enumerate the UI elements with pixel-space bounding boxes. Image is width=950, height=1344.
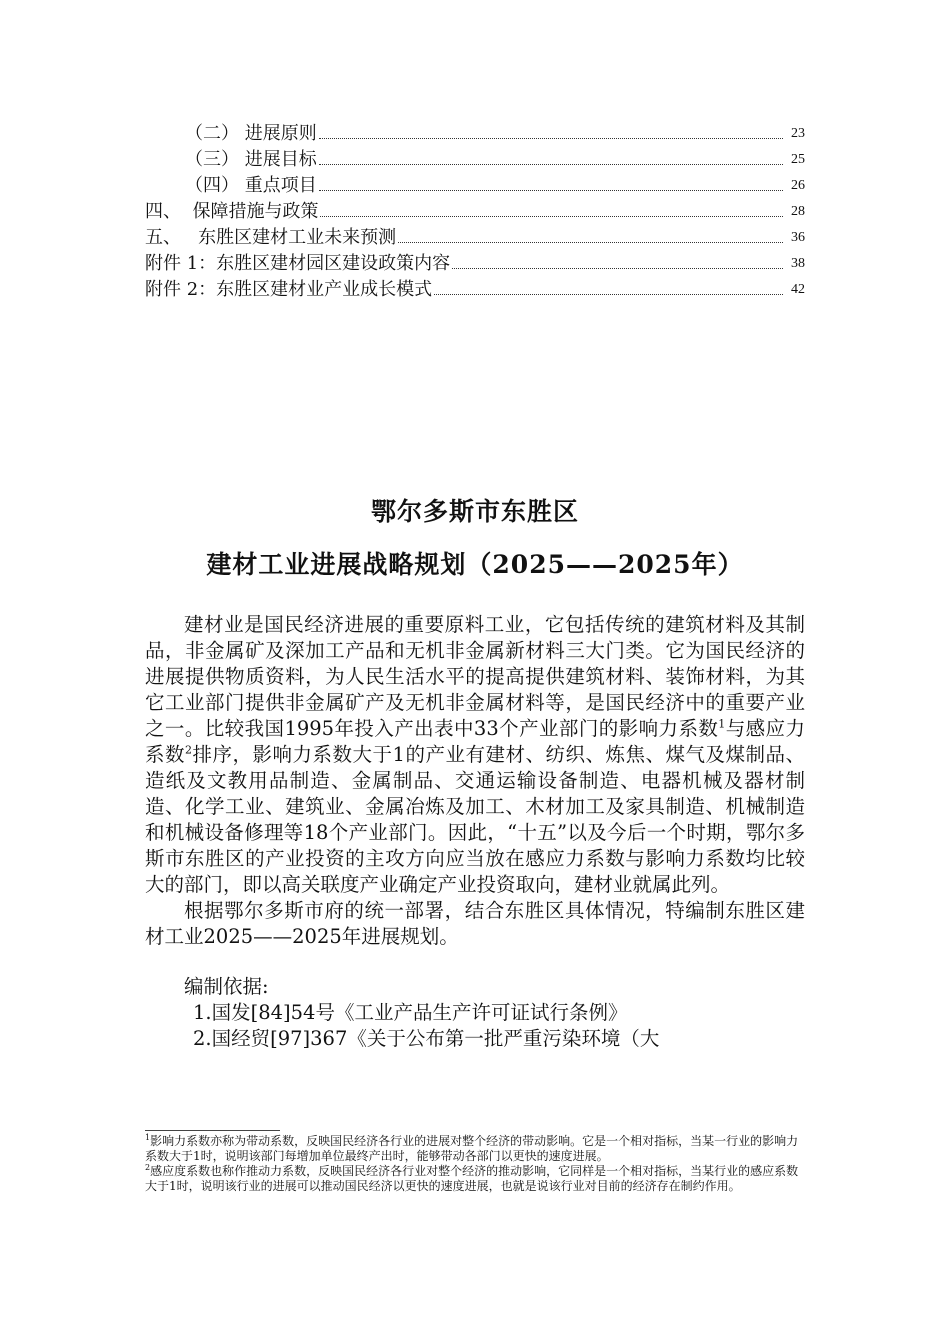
toc-entry[interactable]	[145, 248, 805, 274]
document-body	[145, 612, 805, 1052]
basis-list-item: 1.国发[84]54号《工业产品生产许可证试行条例》	[193, 1001, 628, 1024]
toc-entry[interactable]	[145, 196, 805, 222]
footnote-ref-2[interactable]: 2	[185, 743, 193, 757]
toc-entry-page: 38	[791, 256, 805, 271]
toc-entry-label: 五、 东胜区建材工业未来预测	[145, 227, 397, 248]
toc-leader-dots	[320, 215, 783, 217]
toc-entry-label: 附件 2：东胜区建材业产业成长模式	[145, 279, 433, 300]
toc-leader-dots	[319, 137, 783, 139]
toc-entry[interactable]	[145, 222, 805, 248]
toc-entry-page: 26	[791, 178, 805, 193]
document-title-line2: 建材工业进展战略规划（2025——2025年）	[206, 550, 744, 579]
basis-list	[145, 1000, 805, 1052]
intro-text-part1: 建材业是国民经济进展的重要原料工业，它包括传统的建筑材料及其制品，非金属矿及深加工产品和无机非金属新材料三大门类。它为国民经济的进展提供物质资料，为人民生活水平的提高提供建筑材料、装饰材料，为其它工业部门提供非金属矿产及无机非金属材料等，是国民经济中的重要产业之一。比较我国1995年投入产出表中33个产业部门的影响力系数	[145, 613, 805, 740]
toc-entry-label: （二） 进展原则	[185, 123, 317, 144]
toc-entry-page: 42	[791, 282, 805, 297]
footnote-1	[145, 1134, 805, 1164]
footnotes	[145, 1130, 805, 1194]
footnote-1-number: 1	[145, 1133, 151, 1142]
toc-entry-page: 28	[791, 204, 805, 219]
toc-entry[interactable]	[145, 170, 805, 196]
toc-leader-dots	[319, 163, 783, 165]
toc-leader-dots	[319, 189, 783, 191]
toc-leader-dots	[452, 267, 783, 269]
intro-paragraph	[145, 612, 805, 898]
table-of-contents	[145, 118, 805, 300]
footnote-2	[145, 1164, 805, 1194]
basis-heading: 编制依据:	[184, 975, 269, 998]
toc-entry-page: 23	[791, 126, 805, 141]
footnote-separator	[145, 1130, 280, 1131]
intro-text-part3: 排序，影响力系数大于1的产业有建材、纺织、炼焦、煤气及煤制品、造纸及文教用品制造、金属制品、交通运输设备制造、电器机械及器材制造、化学工业、建筑业、金属冶炼及加工、木材加工及家具制造、机械制造和机械设备修理等18个产业部门。因此，“十五”以及今后一个时期，鄂尔多斯市东胜区的产业投资的主攻方向应当放在感应力系数与影响力系数均比较大的部门，即以高关联度产业确定产业投资取向，建材业就属此列。	[145, 743, 805, 896]
footnote-1-text: 影响力系数亦称为带动系数，反映国民经济各行业的进展对整个经济的带动影响。它是一个相对指标，当某一行业的影响力系数大于1时，说明该部门每增加单位最终产出时，能够带动各部门以更快的速度进展。	[145, 1134, 799, 1163]
toc-entry[interactable]	[145, 274, 805, 300]
toc-entry-label: 附件 1：东胜区建材园区建设政策内容	[145, 253, 451, 274]
intro-text-part2: 与感应力系数	[145, 717, 805, 766]
toc-entry[interactable]	[145, 118, 805, 144]
toc-leader-dots	[398, 241, 783, 243]
toc-entry-page: 36	[791, 230, 805, 245]
toc-leader-dots	[434, 293, 783, 295]
toc-entry-label: （四） 重点项目	[185, 175, 317, 196]
purpose-paragraph: 根据鄂尔多斯市府的统一部署，结合东胜区具体情况，特编制东胜区建材工业2025——2025年进展规划。	[145, 899, 805, 948]
toc-entry-page: 25	[791, 152, 805, 167]
footnote-ref-1[interactable]: 1	[718, 717, 726, 731]
toc-entry-label: 四、 保障措施与政策	[145, 201, 319, 222]
toc-entry-label: （三） 进展目标	[185, 149, 317, 170]
toc-entry[interactable]	[145, 144, 805, 170]
footnote-2-number: 2	[145, 1163, 151, 1172]
document-title-line1: 鄂尔多斯市东胜区	[370, 497, 579, 526]
basis-list-item: 2.国经贸[97]367《关于公布第一批严重污染环境（大	[193, 1027, 660, 1050]
footnote-2-text: 感应度系数也称作推动力系数，反映国民经济各行业对整个经济的推动影响，它同样是一个相对指标，当某行业的感应系数大于1时，说明该行业的进展可以推动国民经济以更快的速度进展，也就是说该行业对目前的经济存在制约作用。	[145, 1164, 799, 1193]
